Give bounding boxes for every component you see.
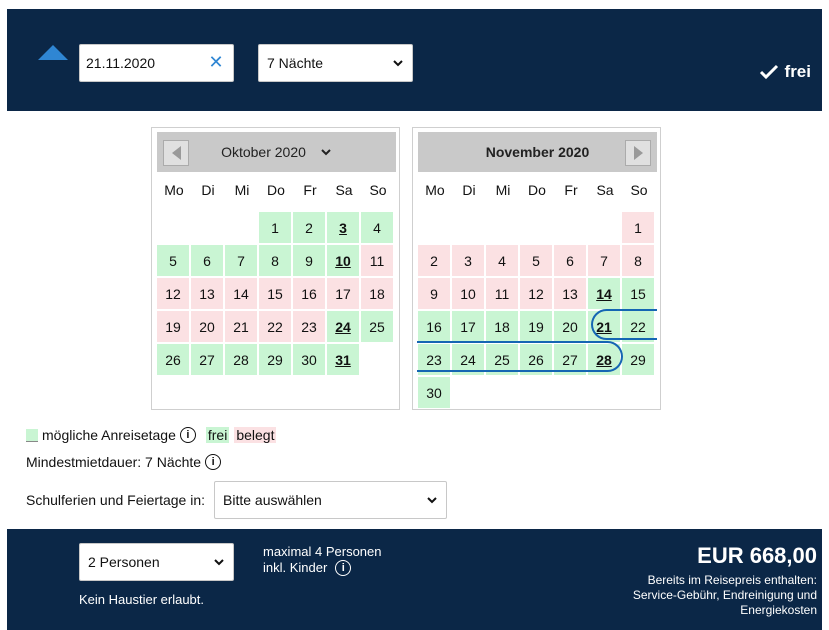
day-cell-empty	[486, 212, 518, 243]
price-note-line: Service-Gebühr, Endreinigung und	[632, 588, 817, 602]
day-cell[interactable]: 24	[327, 311, 359, 342]
nights-select-value: 7 Nächte	[267, 55, 324, 71]
day-cell[interactable]: 3	[327, 212, 359, 243]
prev-month-button[interactable]	[163, 140, 189, 166]
day-cell[interactable]: 12	[157, 278, 189, 309]
day-cell[interactable]: 21	[225, 311, 257, 342]
day-cell[interactable]: 21	[588, 311, 620, 342]
weekday-label: Mi	[234, 182, 250, 198]
day-cell-empty	[554, 212, 586, 243]
chevron-down-icon	[213, 556, 225, 568]
weekday-label: Di	[462, 182, 476, 198]
calendar-october-header	[157, 132, 396, 172]
day-cell[interactable]: 27	[191, 344, 223, 375]
month-select[interactable]	[221, 144, 332, 160]
day-cell[interactable]: 6	[191, 245, 223, 276]
holiday-label: Schulferien und Feiertage in:	[26, 492, 205, 508]
day-cell[interactable]: 14	[588, 278, 620, 309]
weekday-row	[418, 182, 656, 198]
day-cell[interactable]: 19	[157, 311, 189, 342]
day-cell[interactable]: 3	[452, 245, 484, 276]
weekday-label: Mi	[495, 182, 511, 198]
total-price: EUR 668,00	[697, 543, 817, 568]
day-cell[interactable]: 19	[520, 311, 552, 342]
info-icon[interactable]: i	[180, 427, 196, 443]
day-cell-empty	[157, 212, 189, 243]
legend-arrival-swatch	[26, 429, 38, 442]
price-note	[587, 573, 817, 618]
holiday-region-select[interactable]	[214, 481, 447, 519]
day-cell[interactable]: 2	[418, 245, 450, 276]
weekday-label: Di	[201, 182, 215, 198]
day-cell[interactable]: 25	[486, 344, 518, 375]
day-cell[interactable]: 10	[452, 278, 484, 309]
day-grid	[418, 212, 654, 408]
weekday-label: Sa	[596, 182, 614, 198]
calendar-october	[151, 127, 400, 410]
day-cell[interactable]: 23	[418, 344, 450, 375]
day-cell[interactable]: 8	[622, 245, 654, 276]
max-persons-line2: inkl. Kinder	[263, 560, 328, 575]
day-cell[interactable]: 15	[622, 278, 654, 309]
day-cell[interactable]: 23	[293, 311, 325, 342]
day-cell[interactable]: 18	[486, 311, 518, 342]
day-cell[interactable]: 18	[361, 278, 393, 309]
no-pet-notice: Kein Haustier erlaubt.	[79, 592, 205, 607]
day-cell-empty	[418, 212, 450, 243]
day-cell[interactable]: 29	[622, 344, 654, 375]
day-cell[interactable]: 9	[418, 278, 450, 309]
day-cell[interactable]: 16	[293, 278, 325, 309]
weekday-label: Mo	[425, 182, 445, 198]
month-title: November 2020	[485, 144, 590, 160]
next-month-button[interactable]	[625, 140, 651, 166]
info-icon[interactable]: i	[335, 560, 351, 576]
day-cell[interactable]: 22	[622, 311, 654, 342]
arrival-date-input[interactable]	[80, 55, 200, 71]
price-note-line: Bereits im Reisepreis enthalten:	[647, 573, 817, 587]
day-cell[interactable]: 20	[554, 311, 586, 342]
day-cell[interactable]: 26	[520, 344, 552, 375]
legend-booked-label: belegt	[236, 427, 275, 443]
day-cell[interactable]: 5	[157, 245, 189, 276]
weekday-label: Mo	[164, 182, 184, 198]
max-persons-line1: maximal 4 Personen	[263, 544, 382, 559]
weekday-label: Do	[267, 182, 285, 198]
day-cell[interactable]: 30	[418, 377, 450, 408]
calendar-november-header	[418, 132, 657, 172]
day-cell[interactable]: 31	[327, 344, 359, 375]
day-cell[interactable]: 11	[361, 245, 393, 276]
day-cell[interactable]: 20	[191, 311, 223, 342]
day-cell[interactable]: 2	[293, 212, 325, 243]
weekday-label: Fr	[564, 182, 578, 198]
holiday-select-value: Bitte auswählen	[223, 492, 322, 508]
day-cell-empty	[452, 212, 484, 243]
legend-arrival-label: mögliche Anreisetage	[42, 427, 176, 443]
arrival-date-field[interactable]	[79, 44, 234, 82]
day-cell[interactable]: 15	[259, 278, 291, 309]
day-cell[interactable]: 7	[588, 245, 620, 276]
weekday-label: Do	[528, 182, 546, 198]
weekday-label: Sa	[335, 182, 353, 198]
day-cell[interactable]: 28	[225, 344, 257, 375]
day-cell[interactable]: 5	[520, 245, 552, 276]
availability-status-label: frei	[784, 62, 811, 81]
day-cell[interactable]: 24	[452, 344, 484, 375]
weekday-row	[157, 182, 395, 198]
persons-select[interactable]	[79, 543, 234, 581]
collapse-arrow-icon[interactable]	[38, 45, 68, 60]
day-cell-empty	[588, 212, 620, 243]
day-cell[interactable]: 16	[418, 311, 450, 342]
day-cell[interactable]: 10	[327, 245, 359, 276]
day-cell[interactable]: 13	[554, 278, 586, 309]
day-cell[interactable]: 1	[622, 212, 654, 243]
weekday-label: Fr	[303, 182, 317, 198]
day-cell[interactable]: 25	[361, 311, 393, 342]
min-stay-label: Mindestmietdauer: 7 Nächte	[26, 454, 202, 470]
legend	[26, 427, 276, 443]
day-cell[interactable]: 26	[157, 344, 189, 375]
day-cell[interactable]: 14	[225, 278, 257, 309]
day-cell[interactable]: 7	[225, 245, 257, 276]
day-cell[interactable]: 29	[259, 344, 291, 375]
day-grid	[157, 212, 393, 375]
chevron-down-icon	[392, 57, 404, 69]
day-cell[interactable]: 12	[520, 278, 552, 309]
day-cell[interactable]: 9	[293, 245, 325, 276]
min-stay	[26, 454, 221, 470]
day-cell[interactable]: 6	[554, 245, 586, 276]
availability-status	[759, 62, 811, 82]
max-persons-info	[263, 544, 382, 576]
nights-select[interactable]	[258, 44, 413, 82]
calendar-november	[412, 127, 661, 410]
day-cell[interactable]: 4	[486, 245, 518, 276]
day-cell[interactable]: 17	[452, 311, 484, 342]
day-cell[interactable]: 27	[554, 344, 586, 375]
month-title: Oktober 2020	[221, 144, 306, 160]
price-note-line: Energiekosten	[740, 603, 817, 617]
day-cell[interactable]: 28	[588, 344, 620, 375]
clear-date-icon[interactable]: ✕	[208, 52, 224, 72]
weekday-label: So	[369, 182, 387, 198]
info-icon[interactable]: i	[205, 454, 221, 470]
chevron-down-icon	[426, 494, 438, 506]
chevron-down-icon	[320, 146, 332, 158]
check-icon	[759, 64, 779, 80]
day-cell[interactable]: 22	[259, 311, 291, 342]
day-cell[interactable]: 17	[327, 278, 359, 309]
day-cell[interactable]: 1	[259, 212, 291, 243]
day-cell-empty	[520, 212, 552, 243]
day-cell-empty	[225, 212, 257, 243]
day-cell-empty	[191, 212, 223, 243]
legend-free-label: frei	[207, 427, 228, 443]
day-cell[interactable]: 30	[293, 344, 325, 375]
day-cell[interactable]: 13	[191, 278, 223, 309]
weekday-label: So	[630, 182, 648, 198]
day-cell[interactable]: 4	[361, 212, 393, 243]
persons-select-value: 2 Personen	[88, 554, 160, 570]
arrow-left-icon	[172, 146, 181, 160]
arrow-right-icon	[634, 146, 643, 160]
day-cell[interactable]: 8	[259, 245, 291, 276]
day-cell[interactable]: 11	[486, 278, 518, 309]
